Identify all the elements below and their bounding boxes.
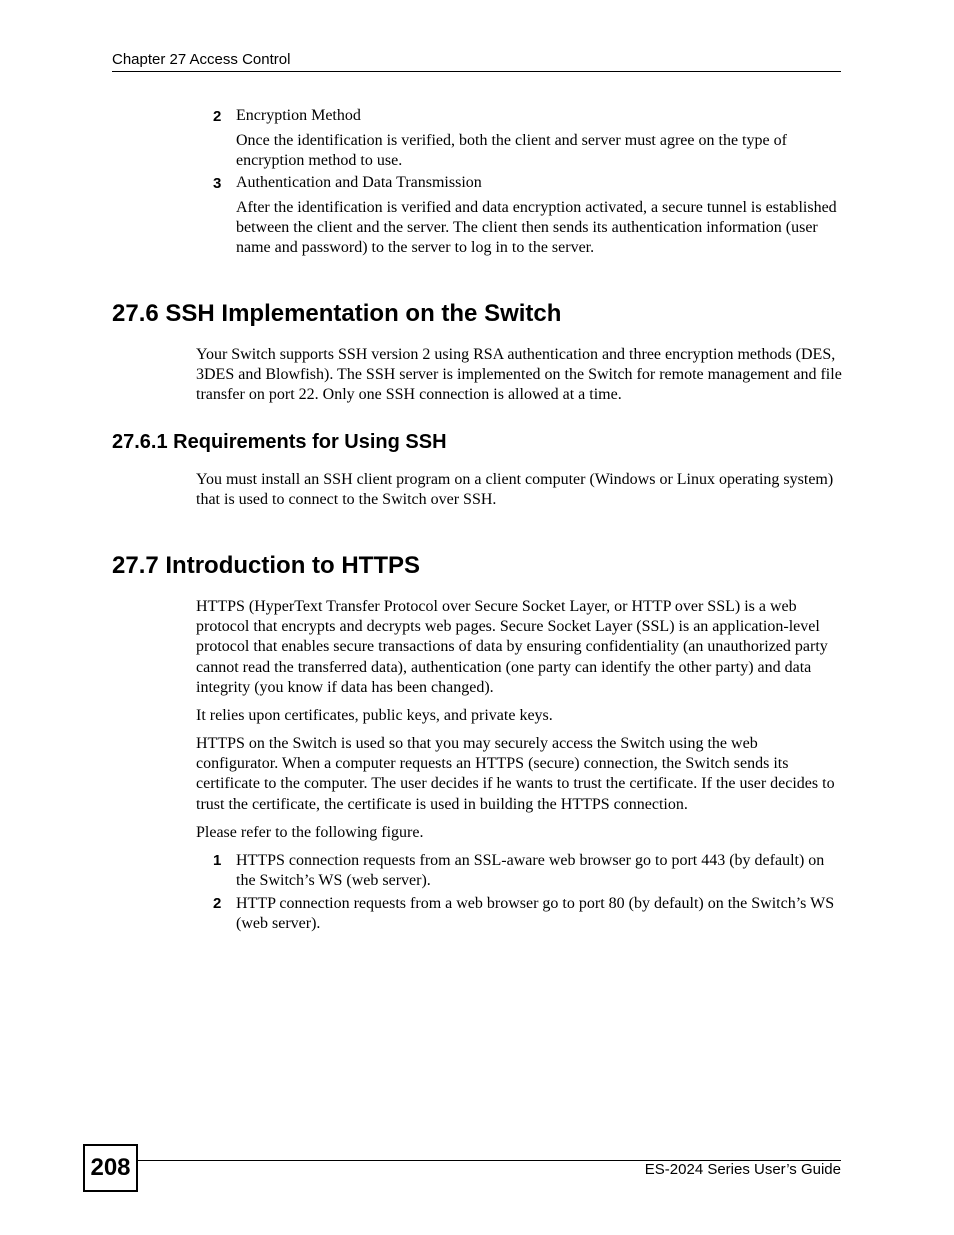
step-number: 1 <box>213 852 222 869</box>
section-paragraph-certificates: It relies upon certificates, public keys, and private keys. <box>196 707 553 724</box>
section-paragraph-https-intro: HTTPS (HyperText Transfer Protocol over Secure Socket Layer, or HTTP over SSL) is a web protocol that encrypts and decrypts web pages. Secure Socket Layer (SSL) is an application-level protocol that enables secure transactions of data by ensuring confidentiality (an unauthorized party cannot read the transferred data), authentication (one party can identify the other party) and data integrity (you know if data has been changed). <box>196 598 828 696</box>
section-paragraph-https-switch: HTTPS on the Switch is used so that you may securely access the Switch using the web configurator. When a computer requests an HTTPS (secure) connection, the Switch sends its certificate to the computer. The user decides if he wants to trust the certificate. If the user decides to trust the certificate, the certificate is used in building the HTTPS connection. <box>196 735 835 813</box>
step-body-http-port: HTTP connection requests from a web browser go to port 80 (by default) on the Switch’s WS (web server). <box>236 895 835 933</box>
step-title-encryption-method: Encryption Method <box>236 107 361 124</box>
section-body-27-6-1: You must install an SSH client program on a client computer (Windows or Linux operating system) that is used to connect to the Switch over SSH. <box>196 471 834 509</box>
guide-title: ES-2024 Series User’s Guide <box>644 1161 841 1178</box>
chapter-header: Chapter 27 Access Control <box>112 51 291 68</box>
section-heading-27-7: 27.7 Introduction to HTTPS <box>112 552 421 579</box>
section-heading-27-6-1: 27.6.1 Requirements for Using SSH <box>112 431 447 453</box>
step-number: 2 <box>213 895 222 912</box>
section-body-27-6: Your Switch supports SSH version 2 using RSA authentication and three encryption methods (DES, 3DES and Blowfish). The SSH server is implemented on the Switch for remote management and file transfer on port 22. Only one SSH connection is allowed at a time. <box>196 346 842 404</box>
page-number: 208 <box>83 1144 138 1192</box>
step-body-encryption-method: Once the identification is verified, both the client and server must agree on the type of encryption method to use. <box>236 132 787 170</box>
step-number: 2 <box>213 108 222 125</box>
step-title-authentication: Authentication and Data Transmission <box>236 174 482 191</box>
step-body-authentication: After the identification is verified and data encryption activated, a secure tunnel is established between the client and the server. The client then sends its authentication information (user name and password) to the server to log in to the server. <box>236 199 837 257</box>
header-divider <box>112 71 841 72</box>
step-body-https-port: HTTPS connection requests from an SSL-aware web browser go to port 443 (by default) on the Switch’s WS (web server). <box>236 852 825 890</box>
step-number: 3 <box>213 175 222 192</box>
section-heading-27-6: 27.6 SSH Implementation on the Switch <box>112 300 562 327</box>
section-paragraph-figure-ref: Please refer to the following figure. <box>196 824 424 841</box>
